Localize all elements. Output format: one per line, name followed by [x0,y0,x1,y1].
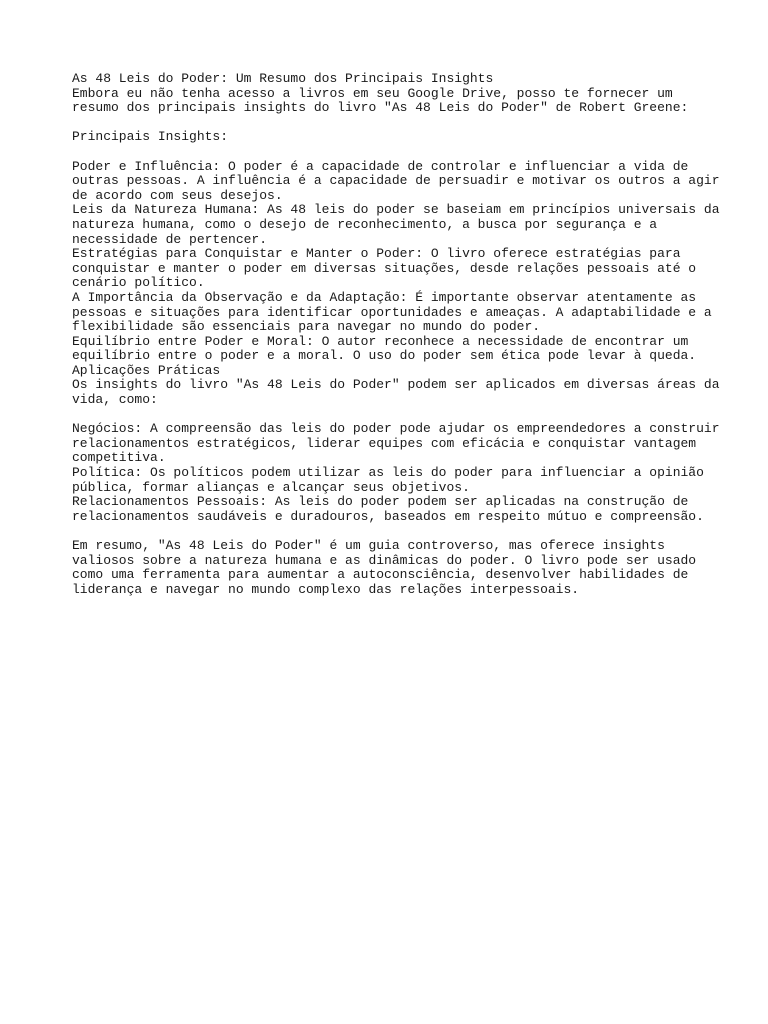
text-line: A Importância da Observação e da Adaptação: É importante observar atentamente as [72,289,697,305]
blank-line [72,116,712,131]
text-line: Em resumo, "As 48 Leis do Poder" é um guia controverso, mas oferece insights [72,538,665,553]
blank-line [72,145,712,160]
text-line: Os insights do livro "As 48 Leis do Poder" podem ser aplicados em diversas áreas da [72,377,720,393]
text-line: competitiva. [72,450,166,466]
text-line: como uma ferramenta para aumentar a autoconsciência, desenvolver habilidades de [72,567,689,583]
text-line: necessidade de pertencer. [72,231,268,247]
insights-heading: Principais Insights: [72,129,229,145]
text-line: resumo dos principais insights do livro "As 48 Leis do Poder" de Robert Greene: [72,100,689,116]
text-line: conquistar e manter o poder em diversas situações, desde relações pessoais até o [72,260,697,276]
text-line: Negócios: A compreensão das leis do poder pode ajudar os empreendedores a construir [72,421,720,437]
text-line: de acordo com seus desejos. [72,187,283,203]
applications-section [72,421,720,524]
document-title: As 48 Leis do Poder: Um Resumo dos Principais Insights [72,71,494,86]
text-line: equilíbrio entre o poder e a moral. O uso do poder sem ética pode levar à queda. [72,348,697,364]
text-line: Política: Os políticos podem utilizar as leis do poder para influenciar a opinião [72,465,704,481]
text-line: valiosos sobre a natureza humana e as dinâmicas do poder. O livro pode ser usado [72,552,697,568]
text-line: Relacionamentos Pessoais: As leis do poder podem ser aplicadas na construção de [72,494,689,510]
applications-heading: Aplicações Práticas [72,362,221,378]
text-line: outras pessoas. A influência é a capacidade de persuadir e motivar os outros a agir [72,173,720,189]
text-line: pública, formar alianças e alcançar seus objetivos. [72,479,470,495]
text-line: vida, como: [72,392,158,408]
intro-section [72,72,712,116]
text-line: liderança e navegar no mundo complexo das relações interpessoais. [72,581,580,597]
text-line: Leis da Natureza Humana: As 48 leis do poder se baseiam em princípios universais da [72,202,720,218]
text-line: Embora eu não tenha acesso a livros em seu Google Drive, posso te fornecer um [72,85,673,101]
text-line: flexibilidade são essenciais para navegar no mundo do poder. [72,319,541,335]
text-line: relacionamentos estratégicos, liderar equipes com eficácia e conquistar vantagem [72,435,697,451]
blank-line [72,524,712,539]
text-line: cenário político. [72,275,205,291]
document-page [72,71,720,597]
text-line: natureza humana, como o desejo de reconhecimento, a busca por segurança e a [72,216,658,232]
insights-section [72,158,720,408]
blank-line [72,408,712,423]
text-line: Equilíbrio entre Poder e Moral: O autor reconhece a necessidade de encontrar um [72,333,689,349]
conclusion-section [72,539,712,597]
text-line: Estratégias para Conquistar e Manter o Poder: O livro oferece estratégias para [72,246,681,262]
text-line: pessoas e situações para identificar oportunidades e ameaças. A adaptabilidade e a [72,304,712,320]
text-line: Poder e Influência: O poder é a capacidade de controlar e influenciar a vida de [72,158,689,174]
text-line: relacionamentos saudáveis e duradouros, baseados em respeito mútuo e compreensão. [72,508,704,524]
